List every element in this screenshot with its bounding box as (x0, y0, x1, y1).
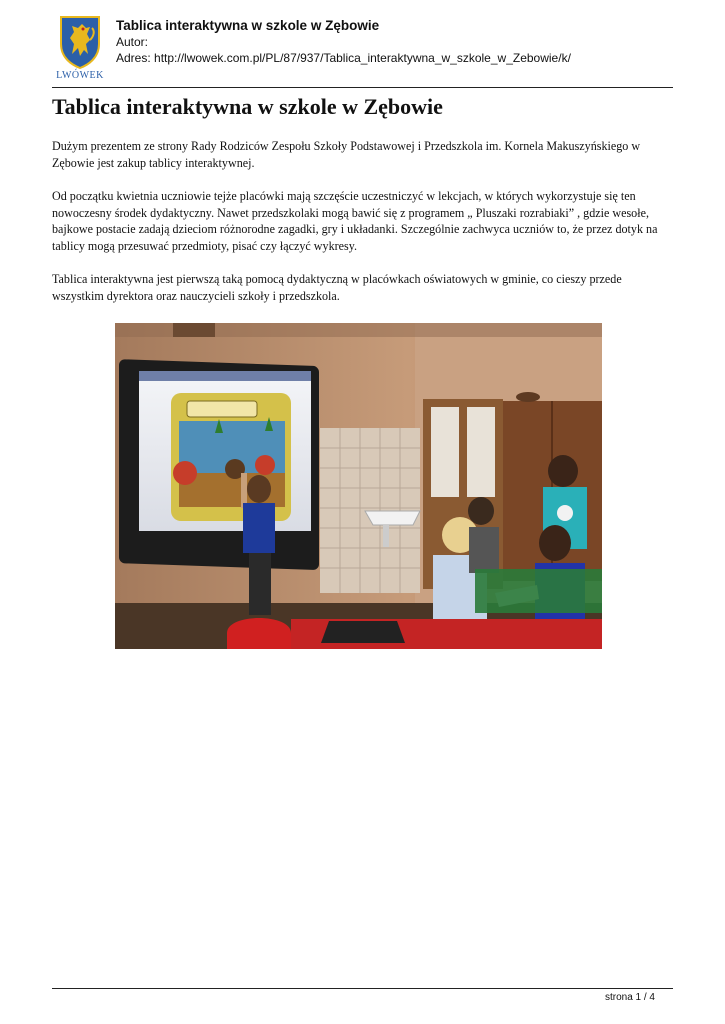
header-divider (52, 87, 673, 88)
header-title: Tablica interaktywna w szkole w Zębowie (116, 18, 380, 33)
classroom-photo (115, 323, 602, 649)
article-paragraph: Tablica interaktywna jest pierwszą taką pomocą dydaktyczną w placówkach oświatowych w gminie, co cieszy przede wszystkim dyrektora oraz nauczycieli szkoły i przedszkola. (52, 272, 622, 303)
footer-divider (52, 988, 673, 989)
article-paragraph: Dużym prezentem ze strony Rady Rodziców Zespołu Szkoły Podstawowej i Przedszkola im. Kornela Makuszyńskiego w Zębowie jest zakup tablicy interaktywnej. (52, 139, 641, 170)
page-number: strona 1 / 4 (604, 992, 655, 1003)
article-body (52, 138, 672, 321)
header-author: Autor: (116, 35, 149, 49)
document-header (52, 14, 672, 88)
header-meta (116, 17, 571, 66)
lwowek-coat-of-arms-icon (52, 14, 108, 82)
article-paragraph: Od początku kwietnia uczniowie tejże placówki mają szczęście uczestniczyć w lekcjach, w których wykorzystuje się ten nowoczesny środek dydaktyczny. Nawet przedszkolaki mogą bawić się z programem „ Pluszaki rozrabiaki” , gdzie wesołe, bajkowe postacie zadają dzieciom różnorodne zagadki, gry i układanki. Szczególnie zachwyca uczniów to, że przez dotyk na tablicy mogą przesuwać przedmioty, pisać czy łączyć wykresy. (52, 189, 658, 253)
logo-caption: LWÓWEK (56, 70, 104, 81)
header-address: Adres: http://lwowek.com.pl/PL/87/937/Tablica_interaktywna_w_szkole_w_Zebowie/k/ (116, 51, 571, 65)
article-title: Tablica interaktywna w szkole w Zębowie (52, 94, 443, 119)
